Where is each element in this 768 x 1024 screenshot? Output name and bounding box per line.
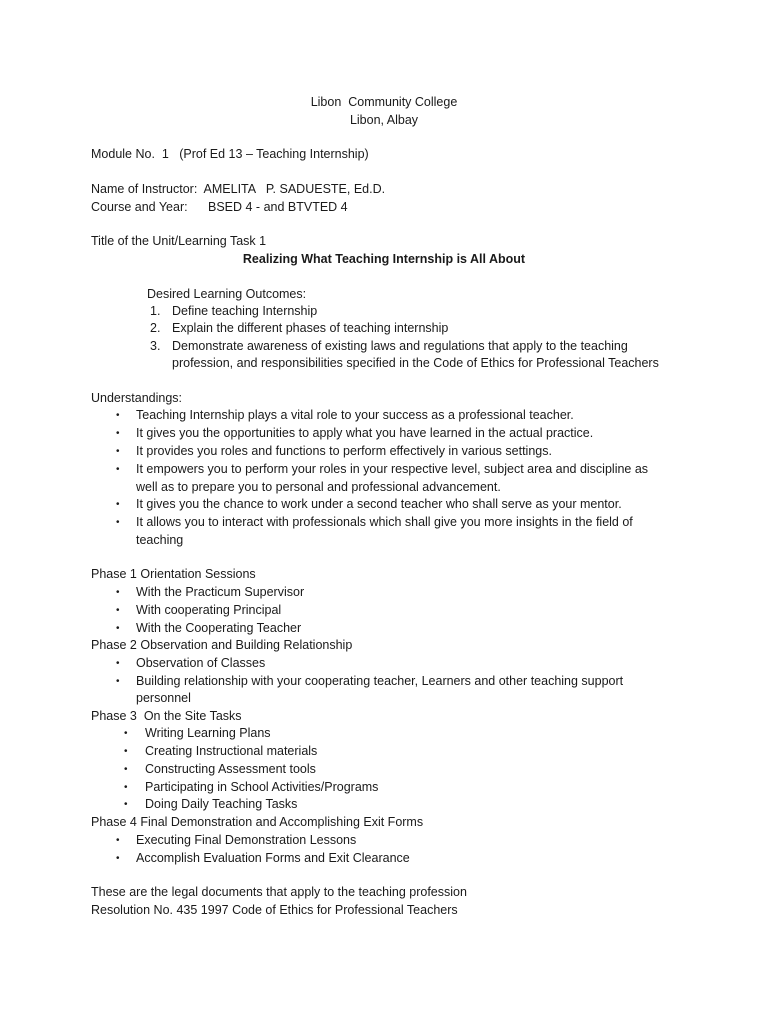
bullet-icon (116, 620, 124, 626)
phase-title: Phase 1 Orientation Sessions (91, 567, 256, 581)
phase-item: Writing Learning Plans (145, 726, 271, 740)
phase-item: Building relationship with your cooperating teacher, Learners and other teaching support (136, 674, 624, 688)
understanding-item: It allows you to interact with professionals which shall give you more insights in the field of (136, 515, 633, 529)
phase-item: Accomplish Evaluation Forms and Exit Clearance (136, 851, 410, 865)
understanding-item-continued: teaching (136, 533, 184, 547)
phase-item: Constructing Assessment tools (145, 762, 316, 776)
bullet-icon (124, 743, 132, 749)
instructor-line: Name of Instructor: AMELITA P. SADUESTE, Ed.D. (91, 182, 386, 196)
bullet-icon (124, 761, 132, 767)
outcome-number: 2. (150, 321, 161, 335)
bullet-icon (116, 850, 124, 856)
outcome-text: Demonstrate awareness of existing laws and regulations that apply to the teaching (172, 339, 628, 353)
bullet-icon (116, 832, 124, 838)
phase-item: With the Cooperating Teacher (136, 621, 302, 635)
phase-title: Phase 3 On the Site Tasks (91, 709, 242, 723)
phase-item: With cooperating Principal (136, 603, 282, 617)
outcome-text: Explain the different phases of teaching internship (172, 321, 449, 335)
bullet-icon (124, 779, 132, 785)
bullet-icon (124, 725, 132, 731)
phase-item: Observation of Classes (136, 656, 266, 670)
bullet-icon (116, 584, 124, 590)
understandings-heading: Understandings: (91, 391, 183, 405)
college-name: Libon Community College (310, 95, 458, 109)
understanding-item-continued: well as to prepare you to personal and professional advancement. (136, 480, 501, 494)
phase-item: Participating in School Activities/Programs (145, 780, 379, 794)
bullet-icon (124, 796, 132, 802)
understanding-item: Teaching Internship plays a vital role to your success as a professional teacher. (136, 408, 574, 422)
understanding-item: It provides you roles and functions to perform effectively in various settings. (136, 444, 552, 458)
bullet-icon (116, 461, 124, 467)
bullet-icon (116, 407, 124, 413)
legal-intro: These are the legal documents that apply to the teaching profession (91, 885, 467, 899)
bullet-icon (116, 496, 124, 502)
college-location: Libon, Albay (349, 113, 419, 127)
outcomes-heading: Desired Learning Outcomes: (147, 287, 307, 301)
bullet-icon (116, 655, 124, 661)
understanding-item: It gives you the chance to work under a second teacher who shall serve as your mentor. (136, 497, 622, 511)
module-line: Module No. 1 (Prof Ed 13 – Teaching Internship) (91, 147, 369, 161)
understanding-item: It empowers you to perform your roles in your respective level, subject area and discipline as (136, 462, 649, 476)
phase-title: Phase 2 Observation and Building Relationship (91, 638, 353, 652)
phase-title: Phase 4 Final Demonstration and Accomplishing Exit Forms (91, 815, 424, 829)
phase-item-continued: personnel (136, 691, 191, 705)
phase-item: With the Practicum Supervisor (136, 585, 305, 599)
outcome-number: 3. (150, 339, 161, 353)
unit-title: Realizing What Teaching Internship is All About (242, 252, 526, 266)
bullet-icon (116, 443, 124, 449)
course-label: Course and Year: (91, 200, 188, 214)
legal-document: Resolution No. 435 1997 Code of Ethics for Professional Teachers (91, 903, 458, 917)
bullet-icon (116, 425, 124, 431)
understanding-item: It gives you the opportunities to apply what you have learned in the actual practice. (136, 426, 594, 440)
unit-title-label: Title of the Unit/Learning Task 1 (91, 234, 267, 248)
bullet-icon (116, 514, 124, 520)
course-value: BSED 4 - and BTVTED 4 (208, 200, 348, 214)
outcome-text: Define teaching Internship (172, 304, 318, 318)
phase-item: Executing Final Demonstration Lessons (136, 833, 357, 847)
phase-item: Creating Instructional materials (145, 744, 318, 758)
outcome-text: profession, and responsibilities specified in the Code of Ethics for Professional Teachers (172, 356, 659, 370)
phase-item: Doing Daily Teaching Tasks (145, 797, 298, 811)
bullet-icon (116, 673, 124, 679)
bullet-icon (116, 602, 124, 608)
outcome-number: 1. (150, 304, 161, 318)
